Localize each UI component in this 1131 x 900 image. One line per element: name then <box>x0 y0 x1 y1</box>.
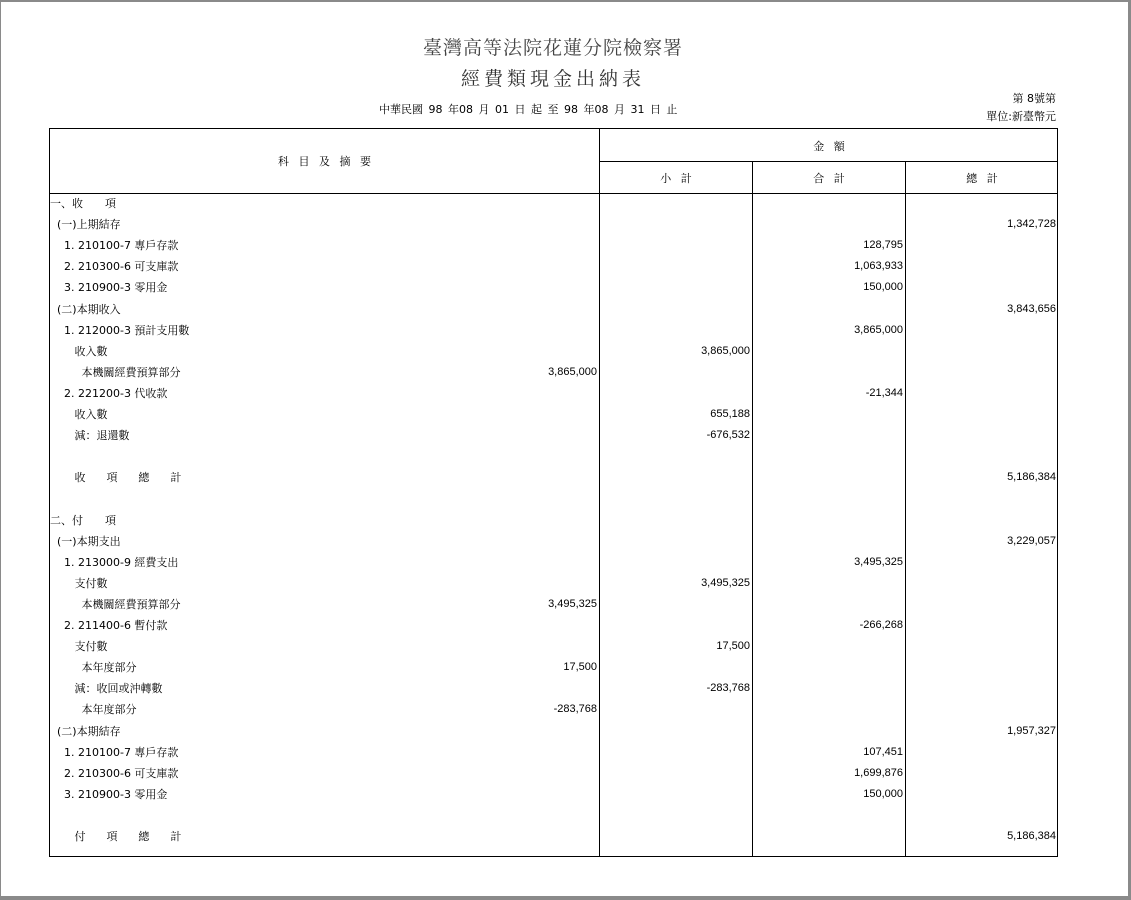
report-title: 經費類現金出納表 <box>460 68 645 90</box>
row-label: 2. 211400-6 暫付款 <box>50 619 168 632</box>
table-row <box>50 404 1057 425</box>
table-row <box>50 510 1057 531</box>
row-total: 5,186,384 <box>1007 830 1056 842</box>
page-number: 第 8號第 <box>1012 92 1056 105</box>
row-sum: 150,000 <box>863 281 903 294</box>
row-label: 本年度部分 <box>50 661 137 675</box>
table-row <box>50 552 1057 573</box>
table-row <box>50 699 1057 720</box>
window-top-border <box>0 0 1131 2</box>
table-row <box>50 256 1057 277</box>
row-sum: 107,451 <box>863 745 903 758</box>
row-amount-detail: 3,865,000 <box>548 365 597 378</box>
table-row <box>50 594 1057 615</box>
table-row <box>50 678 1057 699</box>
table-row <box>50 362 1057 383</box>
organization-title: 臺灣高等法院花蓮分院檢察署 <box>422 37 683 59</box>
row-label: 2. 210300-6 可支庫款 <box>50 260 179 274</box>
row-total: 3,843,656 <box>1007 302 1056 315</box>
table-row <box>50 193 1057 214</box>
table-row <box>50 636 1057 657</box>
table-row <box>50 235 1057 256</box>
row-label: 1. 213000-9 經費支出 <box>50 555 179 569</box>
row-sum: 3,865,000 <box>854 323 903 336</box>
row-label: 本機關經費預算部分 <box>50 597 181 611</box>
row-label: 本機關經費預算部分 <box>50 365 181 379</box>
row-label: 收入數 <box>50 344 108 358</box>
row-label: 1. 210100-7 專戶存款 <box>50 745 179 759</box>
table-row <box>50 784 1057 805</box>
row-label: 2. 210300-6 可支庫款 <box>50 766 179 780</box>
row-label: 減：收回或沖轉數 <box>50 682 163 696</box>
row-sum: 150,000 <box>863 787 903 800</box>
table-row <box>50 742 1057 763</box>
row-total: 1,957,327 <box>1007 724 1056 737</box>
row-sum: 1,063,933 <box>854 260 903 273</box>
row-label: 1. 210100-7 專戶存款 <box>50 239 179 253</box>
window-left-border <box>0 0 1 900</box>
row-label: 付 項 總 計 <box>50 830 182 843</box>
row-amount-detail: 3,495,325 <box>548 597 597 610</box>
row-label: 一、收 項 <box>50 197 116 210</box>
row-amount-detail: 17,500 <box>563 661 597 674</box>
window-bottom-border <box>0 896 1131 900</box>
table-row <box>50 721 1057 742</box>
table-row <box>50 341 1057 362</box>
row-total: 5,186,384 <box>1007 471 1056 484</box>
header-rule <box>599 161 1058 162</box>
table-row <box>50 425 1057 446</box>
row-sum: -21,344 <box>865 386 903 399</box>
row-subtotal: 3,495,325 <box>701 576 750 589</box>
report-period: 中華民國 98 年08 月 01 日 起 至 98 年08 月 31 日 止 <box>379 103 678 116</box>
table-row <box>50 446 1057 467</box>
row-subtotal: 17,500 <box>716 640 750 653</box>
row-label: 支付數 <box>50 576 108 590</box>
header-subject: 科 目 及 摘 要 <box>278 155 371 168</box>
row-label: 2. 221200-3 代收款 <box>50 386 168 400</box>
row-label: 支付數 <box>50 640 108 654</box>
table-row <box>50 657 1057 678</box>
header-sum: 合 計 <box>813 172 845 185</box>
row-total: 1,342,728 <box>1007 218 1056 231</box>
header-amount: 金 額 <box>813 140 845 153</box>
currency-unit: 單位:新臺幣元 <box>986 110 1056 123</box>
row-label: 3. 210900-3 零用金 <box>50 281 168 295</box>
header-subtotal: 小 計 <box>660 172 692 185</box>
row-sum: 1,699,876 <box>854 766 903 779</box>
table-row <box>50 467 1057 488</box>
table-row <box>50 763 1057 784</box>
row-label: (二)本期結存 <box>50 724 121 738</box>
row-subtotal: -676,532 <box>706 429 750 442</box>
row-label: 減：退還數 <box>50 429 130 443</box>
row-label: 3. 210900-3 零用金 <box>50 787 168 801</box>
row-label: (一)本期支出 <box>50 534 121 548</box>
table-row <box>50 531 1057 552</box>
table-row <box>50 573 1057 594</box>
row-label: 收入數 <box>50 408 108 421</box>
row-label: (二)本期收入 <box>50 302 121 316</box>
table-row <box>50 214 1057 235</box>
table-row <box>50 320 1057 341</box>
row-subtotal: -283,768 <box>706 682 750 695</box>
row-amount-detail: -283,768 <box>553 703 597 716</box>
row-total: 3,229,057 <box>1007 534 1056 547</box>
table-row <box>50 826 1057 847</box>
row-sum: -266,268 <box>859 619 903 631</box>
table-row <box>50 805 1057 826</box>
table-row <box>50 615 1057 636</box>
row-sum: 128,795 <box>863 239 903 252</box>
row-subtotal: 3,865,000 <box>701 344 750 357</box>
row-sum: 3,495,325 <box>854 555 903 568</box>
row-label: 收 項 總 計 <box>50 471 182 485</box>
header-total: 總 計 <box>966 172 998 185</box>
row-label: 1. 212000-3 預計支用數 <box>50 323 190 337</box>
table-row <box>50 488 1057 509</box>
row-label: 本年度部分 <box>50 703 137 717</box>
table-row <box>50 277 1057 298</box>
row-label: 二、付 項 <box>50 513 116 527</box>
row-label: (一)上期結存 <box>50 218 121 232</box>
table-row <box>50 299 1057 320</box>
row-subtotal: 655,188 <box>710 408 750 420</box>
table-row <box>50 383 1057 404</box>
